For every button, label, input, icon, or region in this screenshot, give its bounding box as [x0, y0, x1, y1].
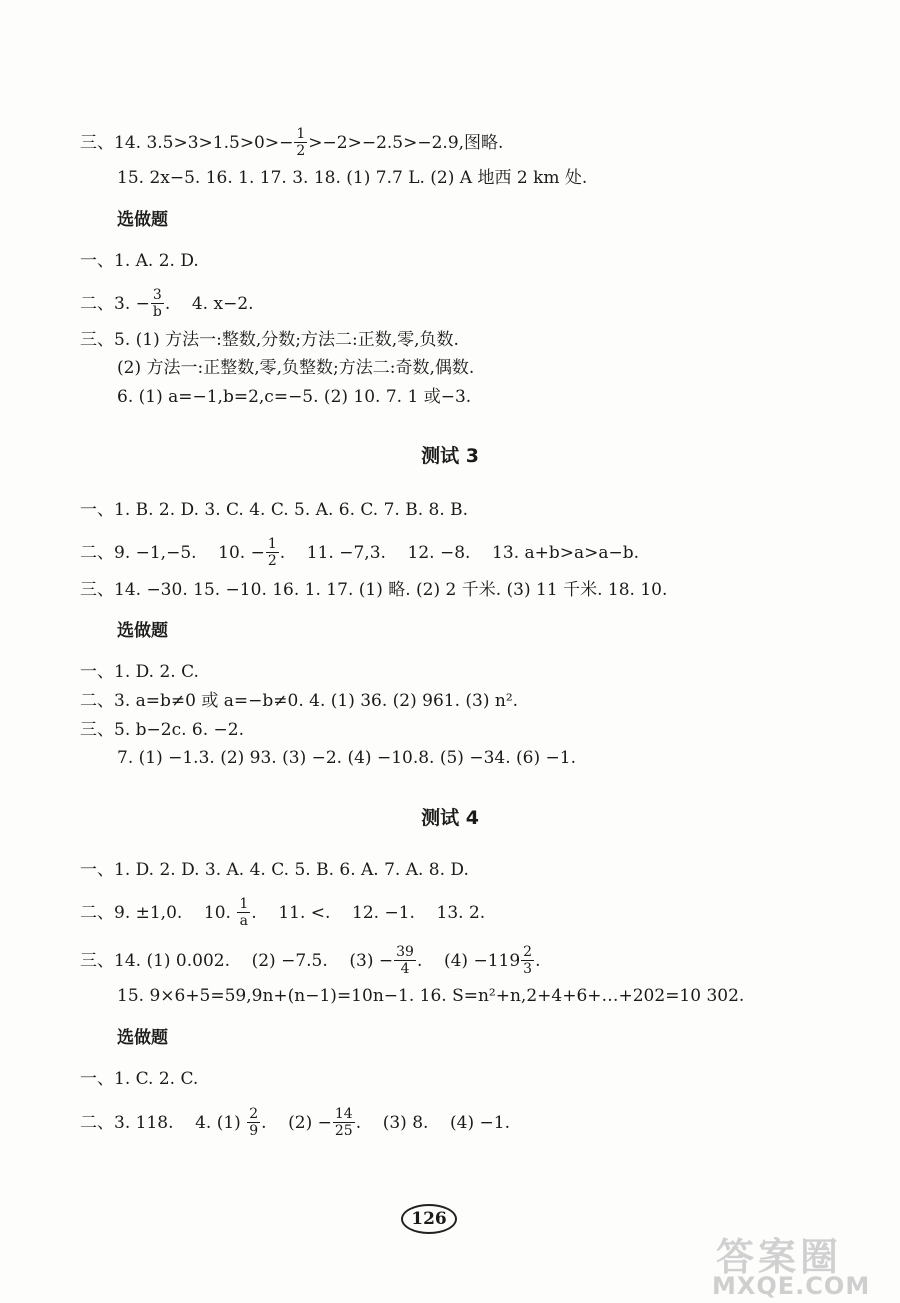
answer-line: 二、3. − $\frac{3}{b}$ . 4. x−2. [80, 287, 254, 320]
answer-line: 一、1. B. 2. D. 3. C. 4. C. 5. A. 6. C. 7. B. 8. B. [80, 500, 469, 520]
answer-line: 二、9. ±1,0. 10. $\frac{1}{a}$ . 11. <. 12. −1. 13. 2. [80, 896, 486, 929]
answer-line: 一、1. D. 2. C. [80, 662, 199, 682]
fraction: $\frac{1}{2}$ [267, 536, 277, 569]
answer-line: 一、1. A. 2. D. [80, 251, 199, 271]
section-heading: 测试 3 [421, 445, 479, 467]
fraction: $\frac{14}{25}$ [334, 1106, 353, 1139]
fraction: $\frac{39}{4}$ [396, 944, 414, 977]
fraction: $\frac{2}{3}$ [523, 944, 533, 977]
answer-line: 二、3. a=b≠0 或 a=−b≠0. 4. (1) 36. (2) 961. (3) n². [80, 691, 519, 711]
answer-line: 15. 2x−5. 16. 1. 17. 3. 18. (1) 7.7 L. (2) A 地西 2 km 处. [117, 168, 588, 188]
answer-line: 7. (1) −1.3. (2) 93. (3) −2. (4) −10.8. (5) −34. (6) −1. [117, 748, 576, 768]
answer-line: 一、1. C. 2. C. [80, 1069, 199, 1089]
answer-line: 三、5. b−2c. 6. −2. [80, 720, 244, 740]
fraction: $\frac{1}{a}$ [239, 896, 249, 929]
answer-line: 三、14. (1) 0.002. (2) −7.5. (3) − $\frac{39}{4}$ . (4) −119 $\frac{2}{3}$ . [80, 944, 541, 977]
watermark-url: MXQE.COM [712, 1272, 871, 1300]
answer-line: 15. 9×6+5=59,9n+(n−1)=10n−1. 16. S=n²+n,2+4+6+…+202=10 302. [117, 986, 745, 1006]
answer-line: 三、14. −30. 15. −10. 16. 1. 17. (1) 略. (2) 2 千米. (3) 11 千米. 18. 10. [80, 580, 668, 600]
section-heading: 测试 4 [421, 807, 479, 829]
watermark [700, 1224, 895, 1300]
answer-line: 一、1. D. 2. D. 3. A. 4. C. 5. B. 6. A. 7. A. 8. D. [80, 860, 469, 880]
watermark-logo-icon: 答案圈 [716, 1235, 843, 1279]
answer-line: 二、9. −1,−5. 10. − $\frac{1}{2}$ . 11. −7,3. 12. −8. 13. a+b>a>a−b. [80, 536, 640, 569]
section-subheading: 选做题 [117, 621, 168, 641]
section-subheading: 选做题 [117, 210, 168, 230]
answer-line: 二、3. 118. 4. (1) $\frac{2}{9}$ . (2) − $\frac{14}{25}$ . (3) 8. (4) −1. [80, 1106, 510, 1139]
answer-line: 6. (1) a=−1,b=2,c=−5. (2) 10. 7. 1 或−3. [117, 387, 472, 407]
section-subheading: 选做题 [117, 1028, 168, 1048]
answer-line: 三、14. 3.5>3>1.5>0>− $\frac{1}{2}$ >−2>−2.5>−2.9,图略. [80, 126, 504, 159]
fraction: $\frac{1}{2}$ [296, 126, 306, 159]
page-number: 126 [401, 1204, 457, 1234]
answer-line: (2) 方法一:正整数,零,负整数;方法二:奇数,偶数. [117, 358, 475, 378]
fraction: $\frac{2}{9}$ [249, 1106, 259, 1139]
fraction: $\frac{3}{b}$ [152, 287, 162, 320]
answer-line: 三、5. (1) 方法一:整数,分数;方法二:正数,零,负数. [80, 330, 459, 350]
